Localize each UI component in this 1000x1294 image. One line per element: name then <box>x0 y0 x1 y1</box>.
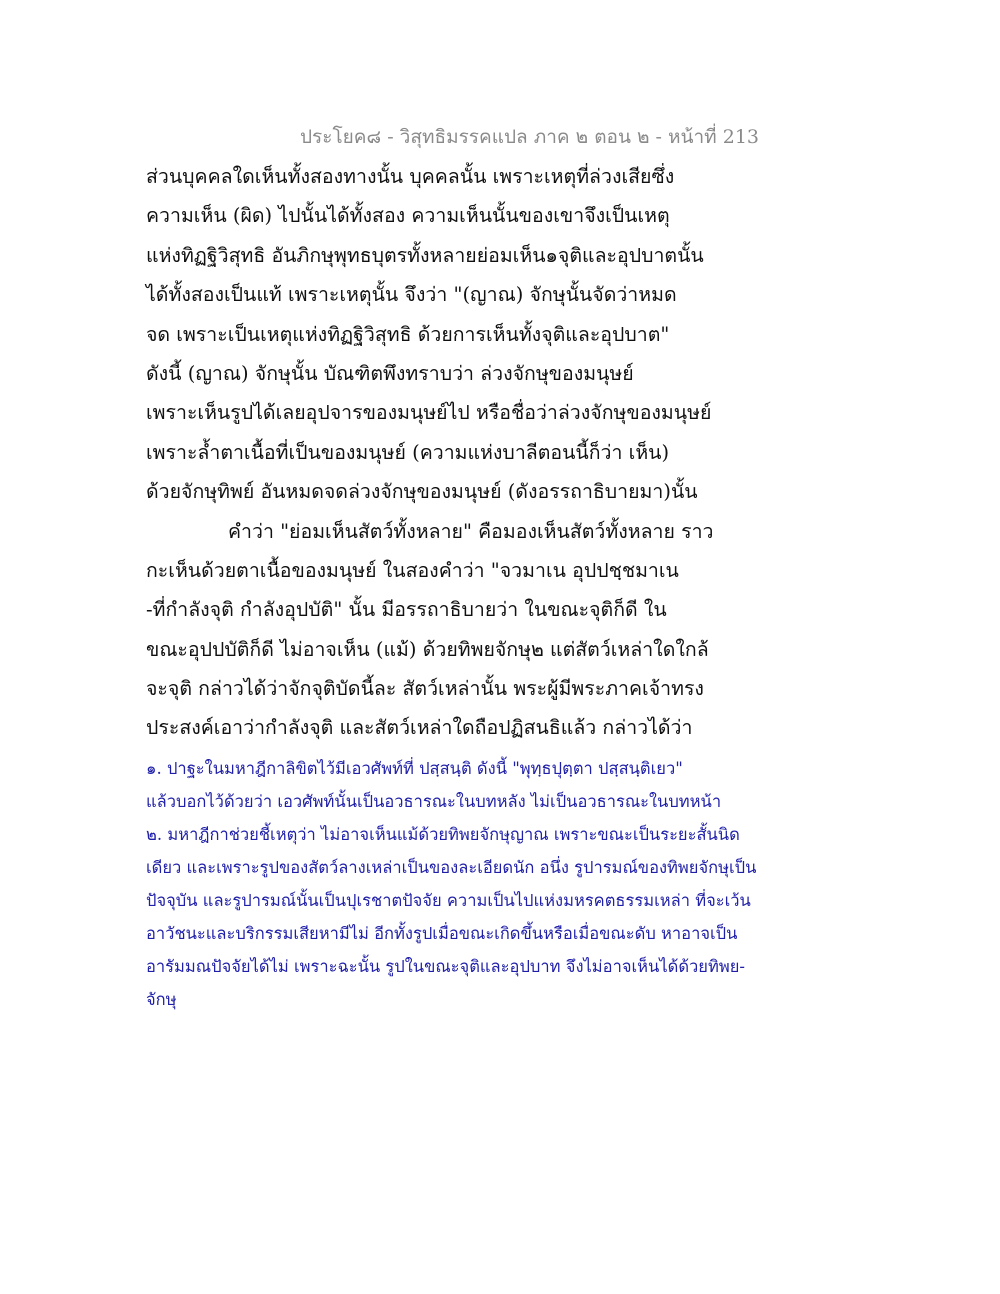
footnote-line: ๑. ปาฐะในมหาฎีกาลิขิตไว้มีเอวศัพท์ที่ ปสฺสนฺติ ดังนี้ "พุทฺธปุตฺตา ปสฺสนฺติเยว" <box>146 759 683 778</box>
body-line: ด้วยจักษุทิพย์ อันหมดจดล่วงจักษุของมนุษย์ (ดังอรรถาธิบายมา)นั้น <box>146 480 698 504</box>
body-line: แห่งทิฏฐิวิสุทธิ อันภิกษุพุทธบุตรทั้งหลายย่อมเห็น๑จุติและอุปบาตนั้น <box>146 243 704 267</box>
body-line: ส่วนบุคคลใดเห็นทั้งสองทางนั้น บุคคลนั้น เพราะเหตุที่ล่วงเสียซึ่ง <box>146 165 675 188</box>
body-line: ได้ทั้งสองเป็นแท้ เพราะเหตุนั้น จึงว่า "(ญาณ) จักษุนั้นจัดว่าหมด <box>146 283 677 307</box>
body-line: ขณะอุปปบัติก็ดี ไม่อาจเห็น (แม้) ด้วยทิพยจักษุ๒ แต่สัตว์เหล่าใดใกล้ <box>146 637 709 661</box>
body-line: ความเห็น (ผิด) ไปนั้นได้ทั้งสอง ความเห็นนั้นของเขาจึงเป็นเหตุ <box>146 204 670 228</box>
body-line: จะจุติ กล่าวได้ว่าจักจุติบัดนี้ละ สัตว์เหล่านั้น พระผู้มีพระภาคเจ้าทรง <box>146 677 704 701</box>
footnotes <box>146 752 786 1016</box>
body-line: เพราะเห็นรูปได้เลยอุปจารของมนุษย์ไป หรือชื่อว่าล่วงจักษุของมนุษย์ <box>146 401 712 425</box>
footnote-line: อาวัชนะและบริกรรมเสียหามีไม่ อีกทั้งรูปเมื่อขณะเกิดขึ้นหรือเมื่อขณะดับ หาอาจเป็น <box>146 924 738 943</box>
body-line: กะเห็นด้วยตาเนื้อของมนุษย์ ในสองคำว่า "จวมาเน อุปปชฺชมาเน <box>146 558 679 582</box>
body-line: จด เพราะเป็นเหตุแห่งทิฏฐิวิสุทธิ ด้วยการเห็นทั้งจุติและอุปบาต" <box>146 322 670 346</box>
main-body-text <box>146 157 746 748</box>
footnote-line: แล้วบอกไว้ด้วยว่า เอวศัพท์นั้นเป็นอวธารณะในบทหลัง ไม่เป็นอวธารณะในบทหน้า <box>146 792 722 811</box>
footnote-line: จักษุ <box>146 990 177 1009</box>
body-line: -ที่กำลังจุติ กำลังอุปบัติ" นั้น มีอรรถาธิบายว่า ในขณะจุติก็ดี ใน <box>146 598 667 622</box>
footnote-line: ปัจจุบัน และรูปารมณ์นั้นเป็นปุเรชาตปัจจัย ความเป็นไปแห่งมหรคตธรรมเหล่า ที่จะเว้น <box>146 891 751 910</box>
page-header: ประโยค๘ - วิสุทธิมรรคแปล ภาค ๒ ตอน ๒ - หน้าที่ 213 <box>300 126 760 148</box>
footnote-line: อารัมมณปัจจัยได้ไม่ เพราะฉะนั้น รูปในขณะจุติและอุปบาท จึงไม่อาจเห็นได้ด้วยทิพย- <box>146 957 745 976</box>
footnote-line: เดียว และเพราะรูปของสัตว์ลางเหล่าเป็นของละเอียดนัก อนึ่ง รูปารมณ์ของทิพยจักษุเป็น <box>146 858 757 877</box>
body-line: ดังนี้ (ญาณ) จักษุนั้น บัณฑิตพึงทราบว่า ล่วงจักษุของมนุษย์ <box>146 361 634 385</box>
body-line: ประสงค์เอาว่ากำลังจุติ และสัตว์เหล่าใดถือปฏิสนธิแล้ว กล่าวได้ว่า <box>146 716 693 740</box>
footnote-line: ๒. มหาฎีกาช่วยชี้เหตุว่า ไม่อาจเห็นแม้ด้วยทิพยจักษุญาณ เพราะขณะเป็นระยะสั้นนิด <box>146 825 740 844</box>
body-line: เพราะล้ำตาเนื้อที่เป็นของมนุษย์ (ความแห่งบาลีตอนนี้ก็ว่า เห็น) <box>146 440 670 464</box>
body-line-paragraph-start: คำว่า "ย่อมเห็นสัตว์ทั้งหลาย" คือมองเห็นสัตว์ทั้งหลาย ราว <box>228 519 714 543</box>
